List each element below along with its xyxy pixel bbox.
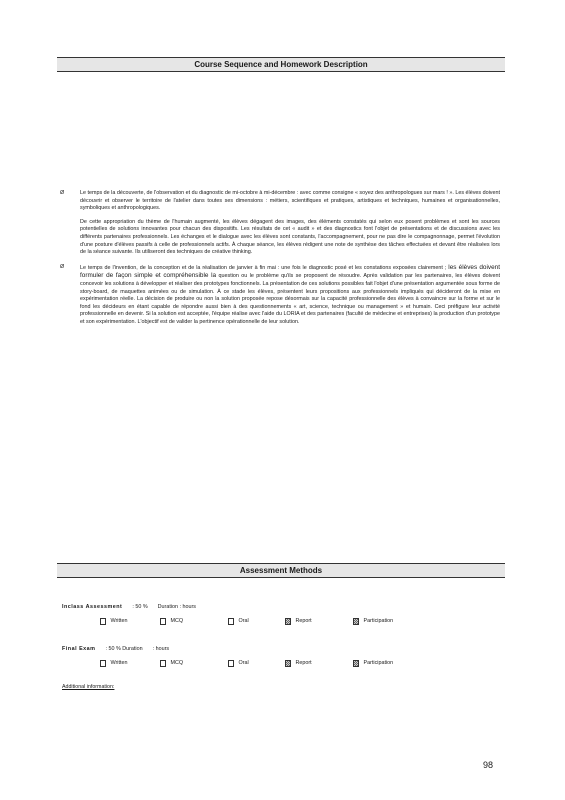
- inclass-duration: Duration : hours: [157, 604, 196, 610]
- checkbox-icon[interactable]: [228, 660, 234, 667]
- option-oral[interactable]: [228, 618, 285, 625]
- final-exam-label: Final Exam: [62, 646, 96, 652]
- option-label: MCQ: [170, 618, 184, 625]
- page-number: 98: [483, 760, 494, 770]
- option-report[interactable]: [285, 618, 353, 625]
- list-item: [60, 264, 500, 333]
- checked-checkbox-icon[interactable]: [353, 618, 359, 625]
- checked-checkbox-icon[interactable]: [353, 660, 359, 667]
- option-report[interactable]: [285, 660, 353, 667]
- inclass-options: [100, 618, 482, 625]
- option-mcq[interactable]: [160, 618, 228, 625]
- option-label: Written: [110, 618, 128, 625]
- paragraph: Le temps de la découverte, de l'observation et du diagnostic de mi-octobre à mi-décembre : avec comme consigne « soyez des anthropologues sur mars ! ». Les élèves doivent découvrir et observer le territoire de l'atelier dans toutes ses dimensions : métiers, scientifiques et pratiques, artistiques et techniques, humaines et organisationnelles, symboliques et anthropologiques.: [80, 190, 500, 212]
- bullet-icon: Ø: [60, 263, 65, 270]
- additional-information: Additional information:: [62, 684, 115, 690]
- option-label: Participation: [363, 618, 394, 625]
- checkbox-icon[interactable]: [160, 618, 166, 625]
- paragraph: Le temps de l'invention, de la conception et de la réalisation de janvier à fin mai : une fois le diagnostic posé et les constations exposées clairement ; les élèves doivent formuler de façon simple et compréhensible la question ou le problème qu'ils se proposent de résoudre. Après validation par les partenaires, les élèves doivent concevoir les solutions à développer et réaliser des prototypes fonctionnels. La présentation de ces solutions possibles fait l'objet d'une présentation argumentée sous forme de story-board, de maquettes animées ou de simulation. À ce stade les élèves, présentent leurs propositions aux professionnels impliqués qui décideront de la mise en expérimentation réelle. La décision de produire ou non la solution proposée repose désormais sur la capacité professionnelle des élèves à convaincre sur la forme et sur le fond les décideurs en étant capable de répondre aussi bien à des questionnements « art, science, technique ou management » et humain. Ceci préfigure leur activité professionnelle en devenir. Si la solution est acceptée, l'équipe réalise avec l'aide du LORIA et des partenaires (faculté de médecine et entreprises) la production d'un prototype et son expérimentation. L'objectif est de valider la pertinence opérationnelle de leur solution.: [80, 263, 500, 325]
- list-item: [60, 190, 500, 263]
- checkbox-icon[interactable]: [228, 618, 234, 625]
- option-oral[interactable]: [228, 660, 285, 667]
- paragraph: De cette appropriation du thème de l'humain augmenté, les élèves dégagent des images, des éléments constatés qui selon eux posent problèmes et sont les sources potentielles de solutions innovantes pour chacun des dispositifs. Les résultats de cet « audit » et des diagnostics font l'objet de présentations et de discussions avec les différents partenaires professionnels. Les échanges et le dialogue avec les élèves sont constants, l'accompagnement, pour ne pas dire le compagnonnage, permet l'évolution d'une posture d'élèves passifs à celle de professionnels actifs. À chaque séance, les élèves rédigent une note de synthèse des tâches effectuées et devant être réalisées lors de la séance suivante. Ils utiliseront des techniques de créative thinking.: [80, 218, 500, 256]
- checked-checkbox-icon[interactable]: [285, 660, 291, 667]
- checkbox-icon[interactable]: [100, 618, 106, 625]
- final-exam-options: [100, 660, 482, 667]
- inclass-percentage: : 50 %: [132, 604, 148, 610]
- checkbox-icon[interactable]: [100, 660, 106, 667]
- option-label: Report: [295, 660, 312, 667]
- option-label: MCQ: [170, 660, 184, 667]
- emphasized-text: les élèves doivent formuler de façon simple et compréhensible la: [80, 263, 500, 280]
- final-exam-percentage: : 50 % Duration: [105, 646, 143, 652]
- option-label: Participation: [363, 660, 394, 667]
- option-mcq[interactable]: [160, 660, 228, 667]
- checkbox-icon[interactable]: [160, 660, 166, 667]
- final-exam-assessment: [62, 646, 482, 667]
- option-label: Oral: [238, 660, 249, 667]
- option-label: Oral: [238, 618, 249, 625]
- inclass-assessment: [62, 604, 482, 625]
- assessment-methods-heading: Assessment Methods: [57, 563, 505, 578]
- final-exam-duration: : hours: [152, 646, 170, 652]
- option-participation[interactable]: [353, 660, 423, 667]
- inclass-label: Inclass Assessment: [62, 604, 123, 610]
- option-participation[interactable]: [353, 618, 423, 625]
- option-label: Written: [110, 660, 128, 667]
- checked-checkbox-icon[interactable]: [285, 618, 291, 625]
- option-written[interactable]: [100, 618, 160, 625]
- bullet-icon: Ø: [60, 190, 65, 196]
- course-sequence-content: [60, 190, 500, 333]
- option-written[interactable]: [100, 660, 160, 667]
- course-sequence-heading: Course Sequence and Homework Description: [57, 57, 505, 72]
- option-label: Report: [295, 618, 312, 625]
